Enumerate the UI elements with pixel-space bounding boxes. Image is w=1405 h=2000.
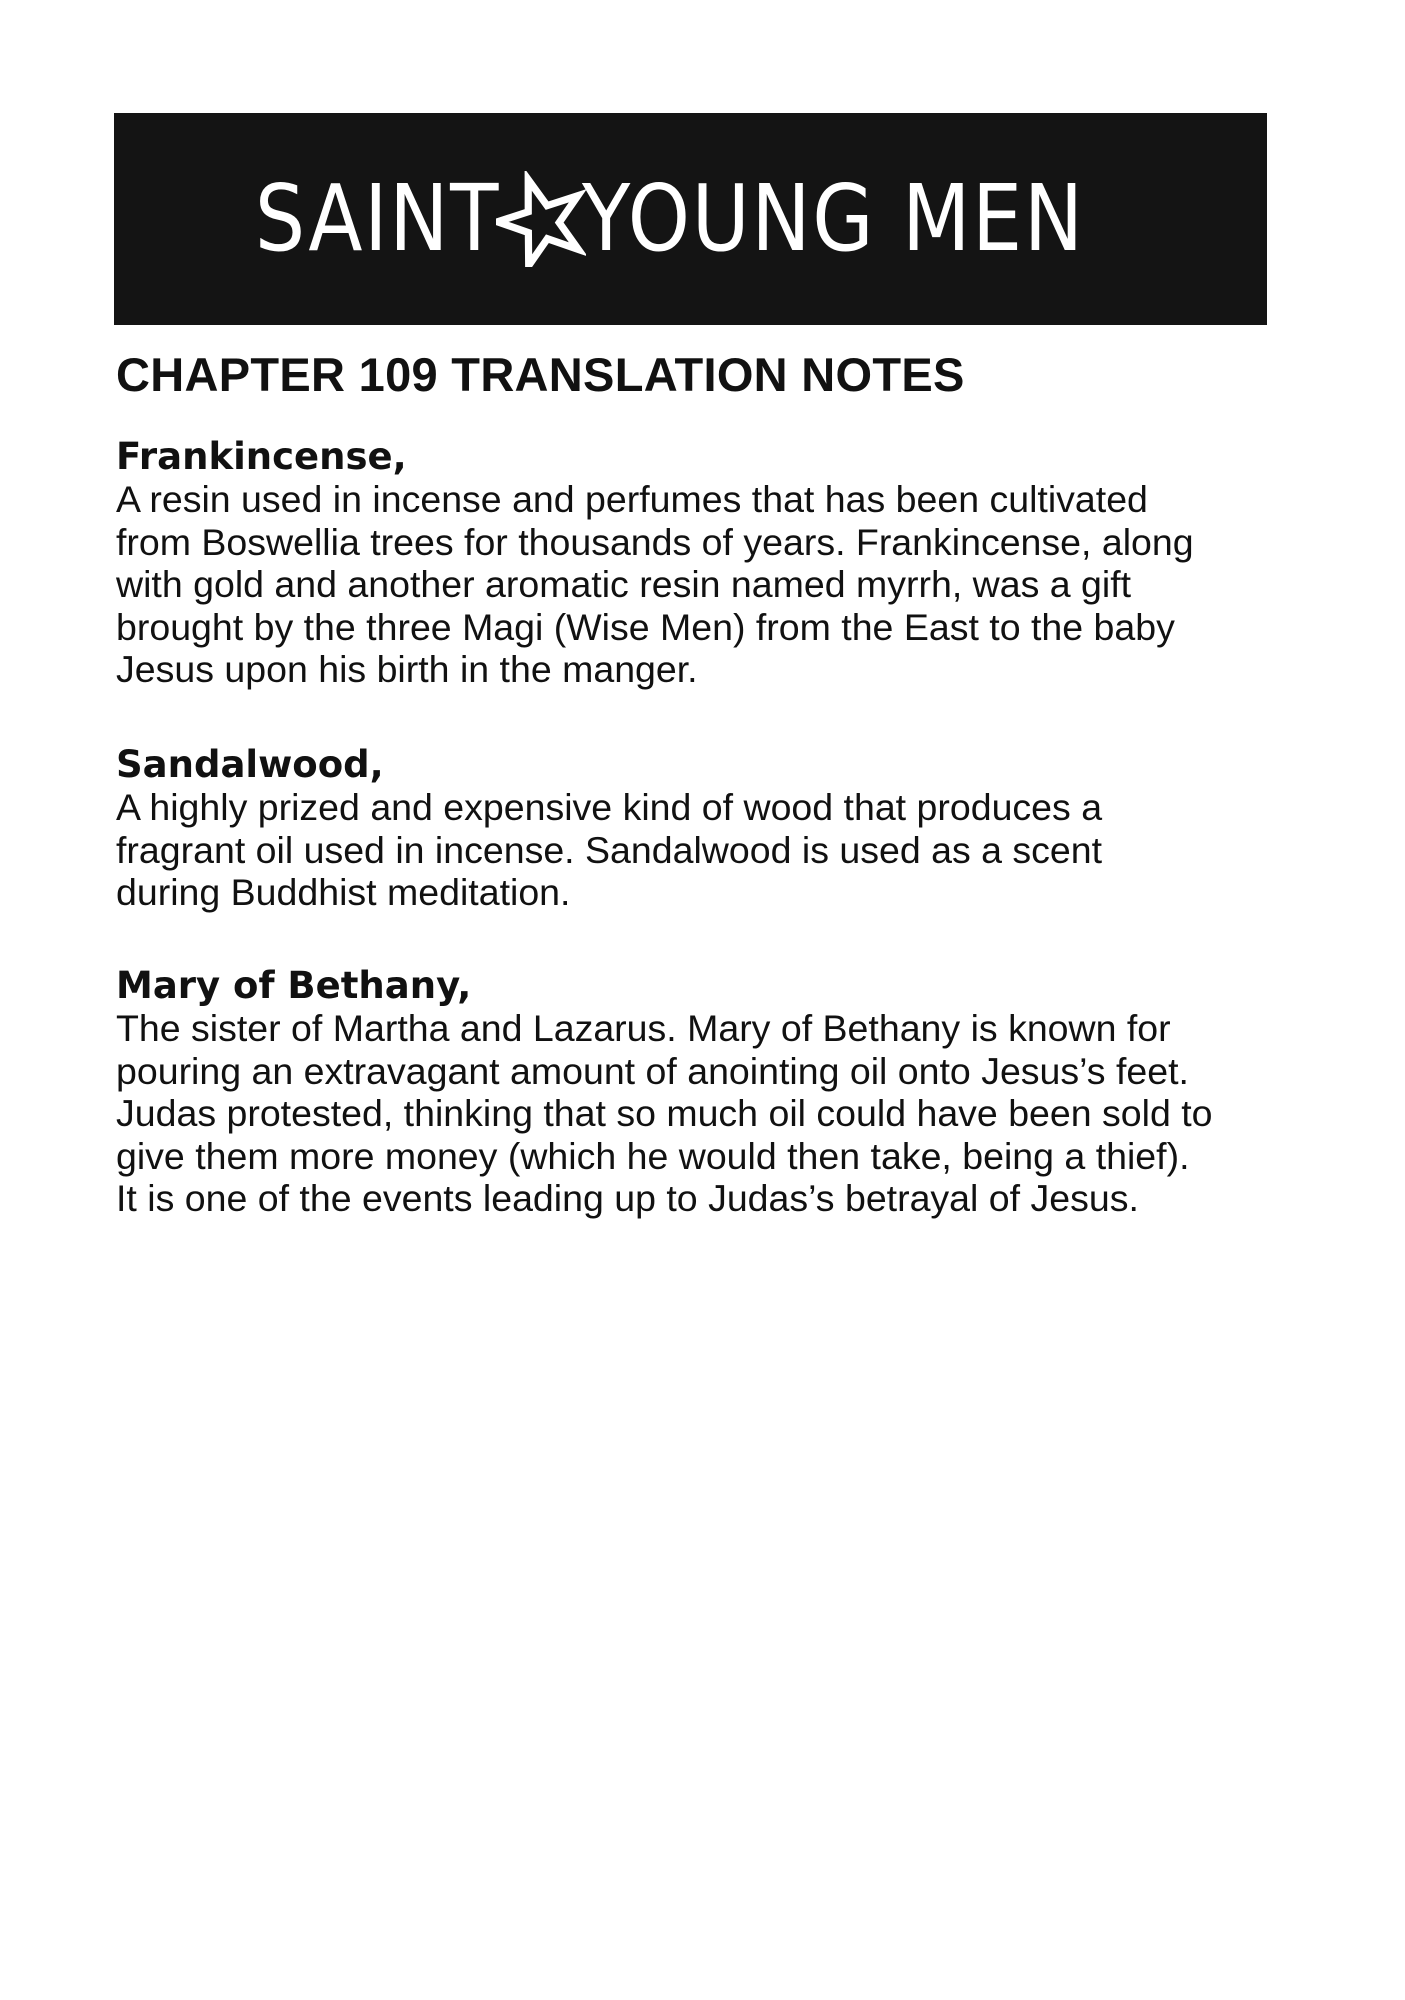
title-banner	[114, 113, 1267, 325]
logo-text-young-men: YOUNG MEN	[581, 165, 1085, 272]
note-line: give them more money (which he would then take, being a thief).	[116, 1134, 1190, 1177]
note-mary-of-bethany	[116, 965, 1213, 1220]
note-term: Sandalwood,	[116, 743, 384, 786]
note-line: pouring an extravagant amount of anointing oil onto Jesus’s feet.	[116, 1049, 1189, 1092]
note-line: It is one of the events leading up to Judas’s betrayal of Jesus.	[116, 1177, 1139, 1219]
note-line: Judas protested, thinking that so much oil could have been sold to	[116, 1092, 1213, 1134]
note-sandalwood	[116, 744, 1102, 914]
note-frankincense	[116, 436, 1194, 691]
note-line: brought by the three Magi (Wise Men) from the East to the baby	[116, 605, 1175, 648]
note-line: The sister of Martha and Lazarus. Mary of Bethany is known for	[116, 1007, 1171, 1049]
page-title: CHAPTER 109 TRANSLATION NOTES	[116, 348, 965, 401]
series-logo	[114, 113, 1267, 325]
note-line: fragrant oil used in incense. Sandalwood is used as a scent	[116, 828, 1103, 871]
note-line: during Buddhist meditation.	[116, 871, 571, 913]
note-line: Jesus upon his birth in the manger.	[116, 648, 698, 690]
note-line: A highly prized and expensive kind of wood that produces a	[116, 786, 1103, 828]
note-line: A resin used in incense and perfumes that has been cultivated	[116, 478, 1148, 520]
star-outline-icon	[496, 171, 586, 267]
note-line: from Boswellia trees for thousands of years. Frankincense, along	[116, 520, 1194, 563]
note-term: Frankincense,	[116, 435, 407, 478]
note-line: with gold and another aromatic resin named myrrh, was a gift	[116, 563, 1132, 605]
logo-text-saint: SAINT	[254, 165, 500, 272]
note-term: Mary of Bethany,	[116, 964, 472, 1007]
